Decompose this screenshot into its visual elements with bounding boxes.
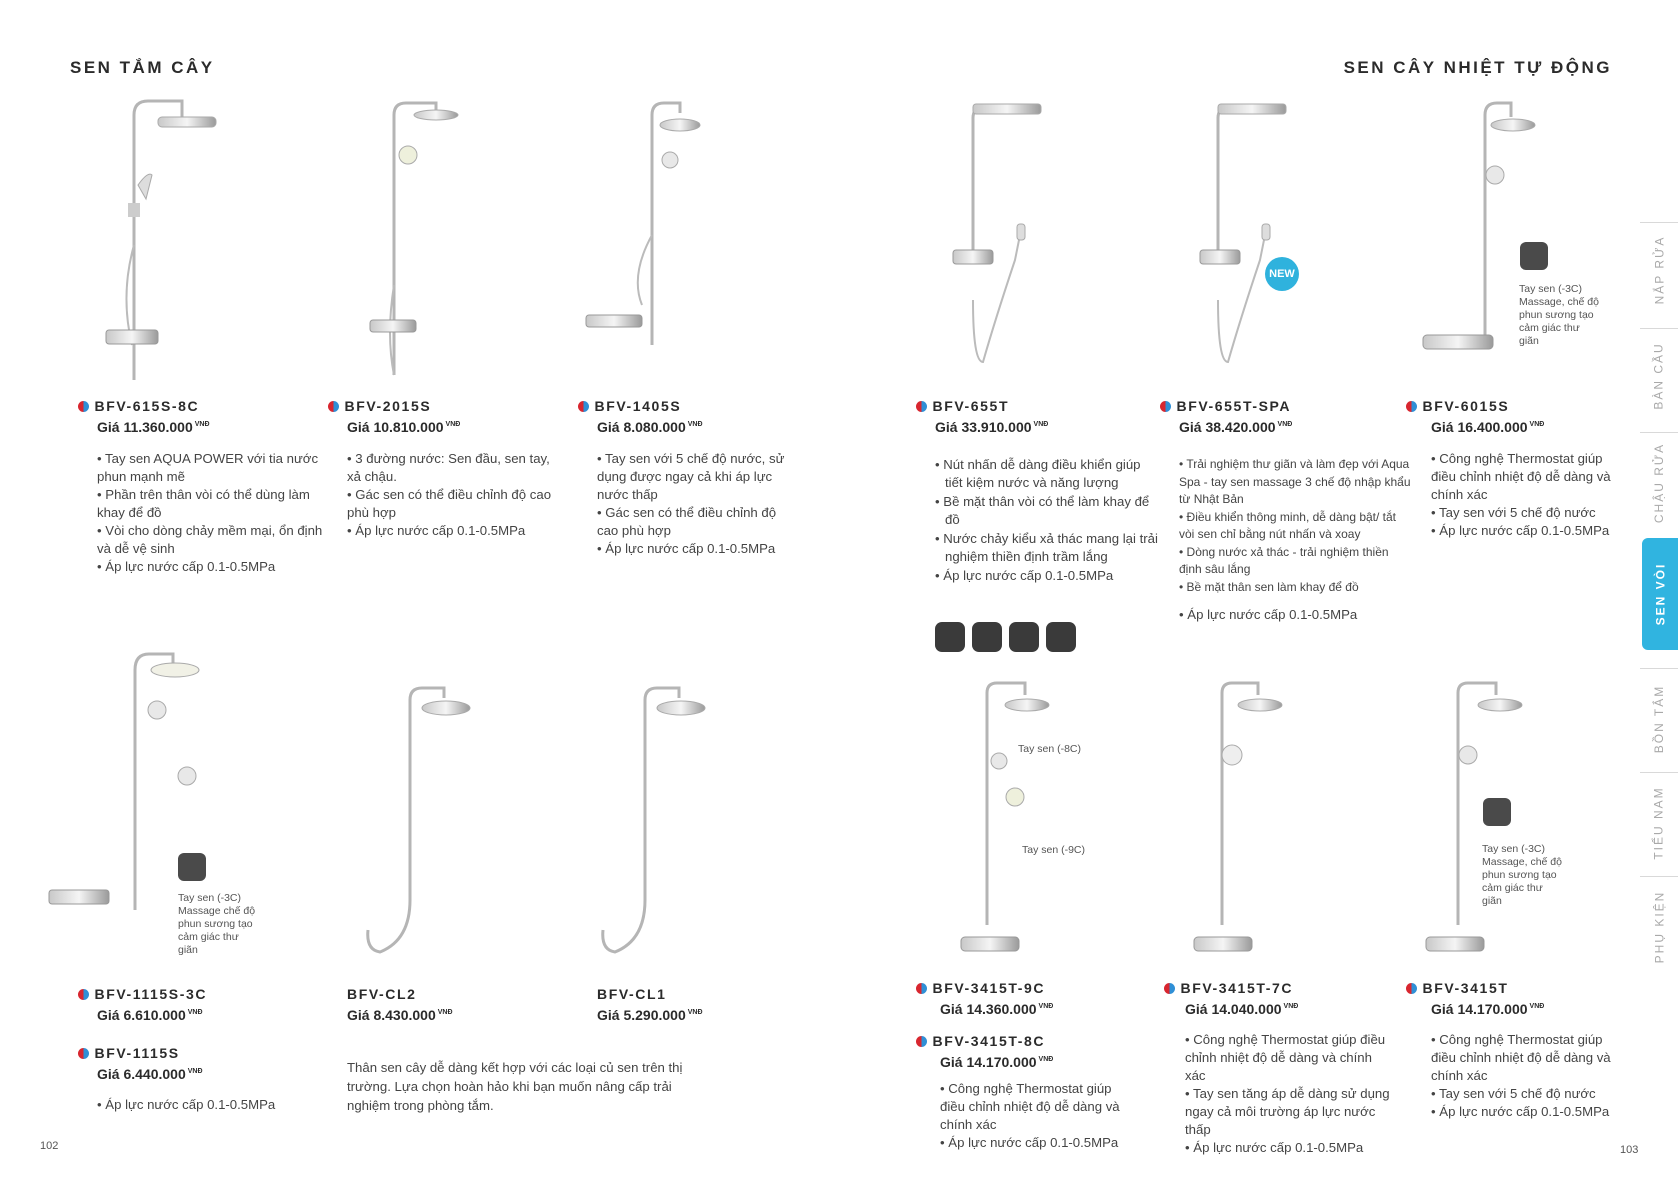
side-tab-label: TIỂU NAM xyxy=(1652,785,1666,860)
page-number-right: 103 xyxy=(1620,1144,1639,1156)
side-tab-label: PHỤ KIỆN xyxy=(1652,890,1666,963)
product-desc-bfv-655t: • Nút nhấn dễ dàng điều khiển giúp tiết kiệm nước và năng lượng • Bề mặt thân vòi có thể làm khay để đồ • Nước chảy kiểu xả thác mang lại trải nghiệm thiền định trầm lắng • Áp lực nước cấp 0.1-0.5MPa xyxy=(935,457,1158,583)
hot-cold-icon xyxy=(78,401,89,412)
product-desc-bfv-3415t-7c: • Công nghệ Thermostat giúp điều chỉnh nhiệt độ dễ dàng và chính xác • Tay sen tăng áp dễ dàng sử dụng ngay cả môi trường áp lực nước thấp • Áp lực nước cấp 0.1-0.5MPa xyxy=(1185,1032,1390,1155)
hot-cold-icon xyxy=(1160,401,1171,412)
product-code-bfv-cl1: BFV-CL1 xyxy=(597,986,667,1002)
product-price-bfv-655t-spa: Giá 38.420.000 $^{VNĐ}$ xyxy=(1179,419,1293,435)
product-desc-bfv-3415t-8c: • Công nghệ Thermostat giúp điều chỉnh nhiệt độ dễ dàng và chính xác • Áp lực nước cấp 0.1-0.5MPa xyxy=(940,1081,1120,1150)
product-price-bfv-cl2: Giá 8.430.000 $^{VNĐ}$ xyxy=(347,1007,453,1023)
product-image-bfv-1115s-3c xyxy=(45,640,215,930)
product-image-bfv-3415t-9c xyxy=(955,675,1065,960)
hot-cold-icon xyxy=(1406,983,1417,994)
side-tab-bon-tam[interactable] xyxy=(1640,668,1678,768)
thermostat-icon xyxy=(935,622,965,652)
product-code-bfv-1405s: BFV-1405S xyxy=(578,398,681,414)
side-tab-label: CHẬU RỬA xyxy=(1652,442,1667,523)
hot-cold-icon xyxy=(1406,401,1417,412)
product-code-bfv-6015s: BFV-6015S xyxy=(1406,398,1509,414)
product-desc-bfv-2015s: • 3 đường nước: Sen đầu, sen tay, xả chậu. • Gác sen có thể điều chỉnh độ cao phù hợp • Áp lực nước cấp 0.1-0.5MPa xyxy=(347,451,552,538)
product-desc-bfv-1405s: • Tay sen với 5 chế độ nước, sử dụng được ngay cả khi áp lực nước thấp • Gác sen có thể điều chỉnh độ cao phù hợp • Áp lực nước cấp 0.1-0.5MPa xyxy=(597,451,785,556)
massage-shower-icon xyxy=(178,853,206,881)
new-badge: NEW xyxy=(1265,257,1299,291)
hot-cold-icon xyxy=(916,1036,927,1047)
product-code-bfv-cl2: BFV-CL2 xyxy=(347,986,417,1002)
side-tab-label: BỒN TẮM xyxy=(1652,684,1667,753)
product-image-bfv-655t-spa xyxy=(1190,100,1300,370)
product-price-bfv-1115s: Giá 6.440.000 $^{VNĐ}$ xyxy=(97,1066,203,1082)
product-code-bfv-3415t-9c: BFV-3415T-9C xyxy=(916,980,1045,996)
product-image-bfv-3415t-7c xyxy=(1180,675,1290,960)
right-section-title: SEN CÂY NHIỆT TỰ ĐỘNG xyxy=(1343,58,1612,77)
product-desc-bfv-615s-8c: • Tay sen AQUA POWER với tia nước phun mạnh mẽ • Phần trên thân vòi có thể dùng làm khay để đồ • Vòi cho dòng chảy mềm mại, ổn định và dễ vệ sinh • Áp lực nước cấp 0.1-0.5MPa xyxy=(97,451,323,574)
side-tab-chau-rua[interactable] xyxy=(1640,432,1678,532)
hot-cold-icon xyxy=(916,401,927,412)
product-price-bfv-1115s-3c: Giá 6.610.000 $^{VNĐ}$ xyxy=(97,1007,203,1023)
product-note-bfv-1115s-3c: Tay sen (-3C) Massage chế độ phun sương tạo cảm giác thư giãn xyxy=(178,892,256,956)
side-tab-tieu-nam[interactable] xyxy=(1640,772,1678,872)
product-price-bfv-cl1: Giá 5.290.000 $^{VNĐ}$ xyxy=(597,1007,703,1023)
product-desc-bfv-3415t: • Công nghệ Thermostat giúp điều chỉnh nhiệt độ dễ dàng và chính xác • Tay sen với 5 chế độ nước • Áp lực nước cấp 0.1-0.5MPa xyxy=(1431,1032,1611,1119)
side-tab-label: SEN VÒI xyxy=(1653,562,1667,626)
column-shower-description: Thân sen cây dễ dàng kết hợp với các loại củ sen trên thị trường. Lựa chọn hoàn hảo khi bạn muốn nâng cấp trải nghiệm trong phòng tắm. xyxy=(347,1060,683,1113)
product-code-bfv-615s-8c: BFV-615S-8C xyxy=(78,398,199,414)
hand-shower-note-8c: Tay sen (-8C) xyxy=(1018,743,1082,755)
product-image-bfv-3415t xyxy=(1418,675,1538,960)
product-price-bfv-1405s: Giá 8.080.000 $^{VNĐ}$ xyxy=(597,419,703,435)
side-tab-ban-cau[interactable] xyxy=(1640,328,1678,423)
product-image-bfv-615s-8c xyxy=(100,95,220,385)
product-price-bfv-3415t: Giá 14.170.000 $^{VNĐ}$ xyxy=(1431,1001,1545,1017)
product-code-bfv-655t-spa: BFV-655T-SPA xyxy=(1160,398,1291,414)
product-desc-bfv-6015s: • Công nghệ Thermostat giúp điều chỉnh nhiệt độ dễ dàng và chính xác • Tay sen với 5 chế độ nước • Áp lực nước cấp 0.1-0.5MPa xyxy=(1431,451,1611,538)
product-code-bfv-1115s-3c: BFV-1115S-3C xyxy=(78,986,207,1002)
hot-cold-icon xyxy=(78,989,89,1000)
side-tab-sen-voi[interactable] xyxy=(1642,538,1678,650)
product-price-bfv-655t: Giá 33.910.000 $^{VNĐ}$ xyxy=(935,419,1049,435)
product-image-bfv-655t xyxy=(945,100,1055,370)
eco-icon xyxy=(1046,622,1076,652)
product-image-bfv-1405s xyxy=(580,95,710,385)
left-section-title: SEN TẮM CÂY xyxy=(70,58,215,77)
product-image-bfv-cl2 xyxy=(360,680,490,960)
aqua-moment-icon xyxy=(972,622,1002,652)
page-number-left: 102 xyxy=(40,1140,59,1152)
product-code-bfv-1115s: BFV-1115S xyxy=(78,1045,180,1061)
product-price-bfv-3415t-9c: Giá 14.360.000 $^{VNĐ}$ xyxy=(940,1001,1054,1017)
product-price-bfv-2015s: Giá 10.810.000 $^{VNĐ}$ xyxy=(347,419,461,435)
product-price-bfv-6015s: Giá 16.400.000 $^{VNĐ}$ xyxy=(1431,419,1545,435)
hot-cold-icon xyxy=(1164,983,1175,994)
side-tab-label: BÀN CẦU xyxy=(1652,342,1666,410)
product-image-bfv-2015s xyxy=(360,95,470,385)
side-tab-nap-rua[interactable] xyxy=(1640,222,1678,317)
hot-cold-icon xyxy=(578,401,589,412)
product-note-bfv-3415t: Tay sen (-3C) Massage, chế độ phun sương tạo cảm giác thư giãn xyxy=(1482,843,1562,907)
product-code-bfv-3415t-8c: BFV-3415T-8C xyxy=(916,1033,1045,1049)
product-note-bfv-6015s: Tay sen (-3C) Massage, chế độ phun sương tạo cảm giác thư giãn xyxy=(1519,283,1599,347)
product-price-bfv-615s-8c: Giá 11.360.000 $^{VNĐ}$ xyxy=(97,419,210,435)
side-tab-phu-kien[interactable] xyxy=(1640,876,1678,976)
side-tab-label: NẮP RỬA xyxy=(1652,235,1666,305)
product-code-bfv-2015s: BFV-2015S xyxy=(328,398,431,414)
hand-shower-note-9c: Tay sen (-9C) xyxy=(1022,844,1086,856)
product-price-bfv-3415t-7c: Giá 14.040.000 $^{VNĐ}$ xyxy=(1185,1001,1299,1017)
hot-cold-icon xyxy=(916,983,927,994)
product-code-bfv-3415t: BFV-3415T xyxy=(1406,980,1509,996)
massage-shower-icon xyxy=(1520,242,1548,270)
massage-shower-icon xyxy=(1483,798,1511,826)
product-desc-bfv-1115s: • Áp lực nước cấp 0.1-0.5MPa xyxy=(97,1097,276,1112)
product-desc-bfv-655t-spa: • Trải nghiệm thư giãn và làm đẹp với Aqua Spa - tay sen massage 3 chế độ nhập khẩu từ Nhật Bản • Điều khiển thông minh, dễ dàng bật/ tắt vòi sen chỉ bằng nút nhấn và xoay • Dòng nước xả thác - trải nghiệm thiền định sâu lắng • Bề mặt thân sen làm khay để đồ xyxy=(1179,457,1411,594)
shower-mode-icon xyxy=(1009,622,1039,652)
product-image-bfv-cl1 xyxy=(595,680,725,960)
hot-cold-icon xyxy=(78,1048,89,1059)
product-code-bfv-655t: BFV-655T xyxy=(916,398,1009,414)
feature-icons-row xyxy=(935,622,1076,652)
hot-cold-icon xyxy=(328,401,339,412)
product-code-bfv-3415t-7c: BFV-3415T-7C xyxy=(1164,980,1293,996)
product-desc-pressure-bfv-655t-spa: • Áp lực nước cấp 0.1-0.5MPa xyxy=(1179,607,1358,622)
product-price-bfv-3415t-8c: Giá 14.170.000 $^{VNĐ}$ xyxy=(940,1054,1054,1070)
